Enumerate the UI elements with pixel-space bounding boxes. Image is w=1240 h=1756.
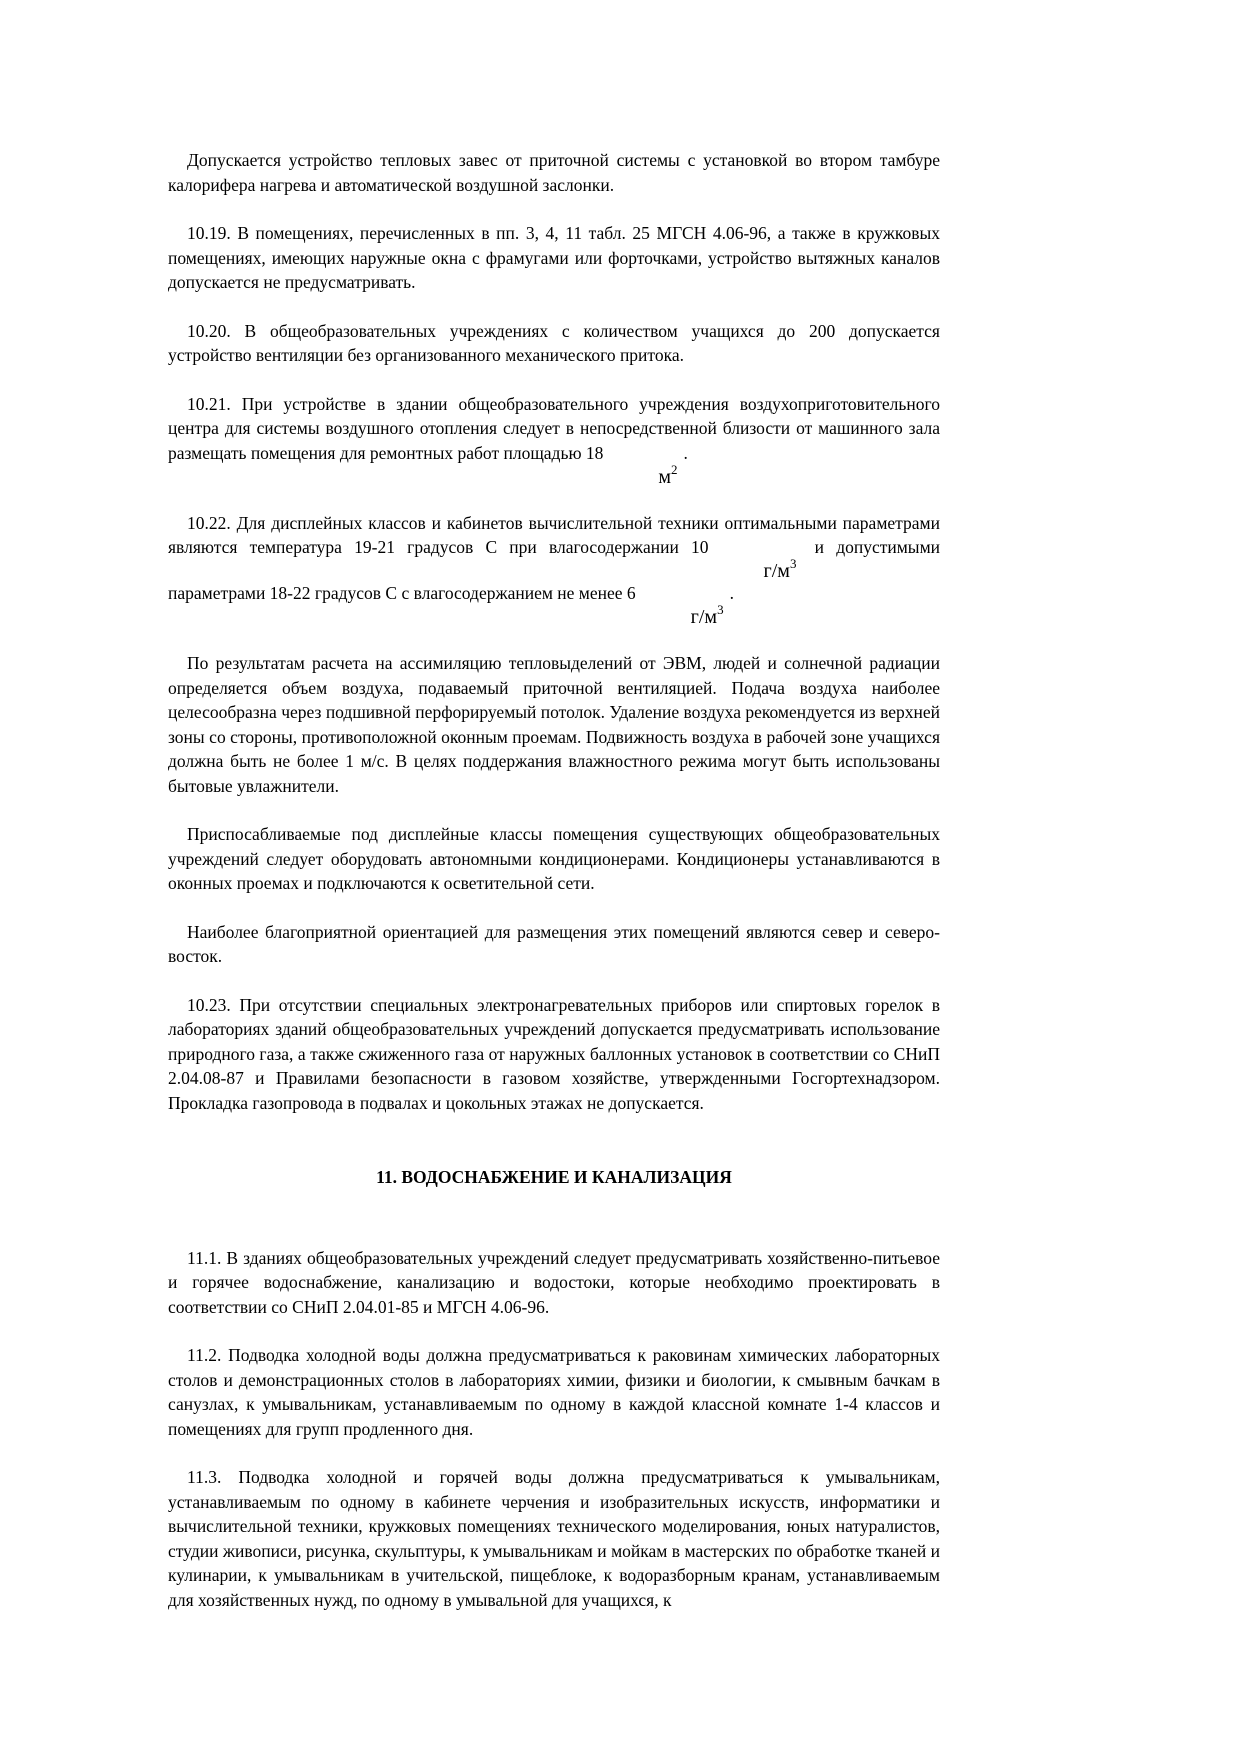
unit-g-m3-base-2: г/м: [690, 606, 718, 628]
paragraph-10-21-text: 10.21. При устройстве в здании общеобразовательного учреждения воздухоприготовительного центра для системы воздушного отопления следует в непосредственной близости от машинного зала размещать помещения для ремонтных работ площадью 18: [168, 393, 940, 463]
paragraph-orientation: Наиболее благоприятной ориентацией для размещения этих помещений являются север и северо-восток.: [168, 921, 940, 966]
unit-square-meters-base: м: [658, 465, 672, 488]
unit-g-m3-base-1: г/м: [763, 560, 790, 582]
paragraph-10-22-part1: 10.22. Для дисплейных классов и кабинетов вычислительной техники оптимальными параметрами являются температура 19-21 градусов С при влагосодержании 10: [168, 512, 940, 557]
paragraph-10-22-conjunction: и: [814, 537, 824, 557]
paragraph-11-2: 11.2. Подводка холодной воды должна предусматриваться к раковинам химических лабораторных столов и демонстрационных столов в лабораториях химии, физики и биологии, к смывным бачкам в санузлах, к умывальникам, устанавливаемым по одному в каждой классной комнате 1-4 классов и помещениях для групп продленного дня.: [168, 1345, 940, 1439]
paragraph-thermal-curtains: Допускается устройство тепловых завес от приточной системы с установкой во втором тамбуре калорифера нагрева и автоматической воздушной заслонки.: [168, 150, 940, 195]
paragraph-10-21-period: .: [683, 442, 688, 463]
paragraph-10-22-period: .: [729, 583, 734, 603]
paragraph-air-calculation: По результатам расчета на ассимиляцию тепловыделений от ЭВМ, людей и солнечной радиации определяется объем воздуха, подаваемый приточной вентиляцией. Подача воздуха наиболее целесообразна через подшивной перфорируемый потолок. Удаление воздуха рекомендуется из верхней зоны со стороны, противоположной оконным проемам. Подвижность воздуха в рабочей зоне учащихся должна быть не более 1 м/с. В целях поддержания влажностного режима могут быть использованы бытовые увлажнители.: [168, 653, 940, 796]
paragraph-10-21: [168, 392, 940, 487]
paragraph-10-20: 10.20. В общеобразовательных учреждениях с количеством учащихся до 200 допускается устройство вентиляции без организованного механического притока.: [168, 320, 940, 365]
paragraph-10-22-part2: допустимыми параметрами 18-22 градусов С с влагосодержанием не менее 6: [168, 537, 941, 603]
unit-square-meters-exponent: 2: [671, 461, 678, 477]
unit-square-meters: [639, 461, 678, 488]
unit-grams-per-cubic-meter-1: [745, 556, 797, 582]
paragraph-11-3: 11.3. Подводка холодной и горячей воды должна предусматриваться к умывальникам, устанавливаемым по одному в кабинете черчения и изобразительных искусств, информатики и вычислительной техники, кружковых помещениях технического моделирования, юных натуралистов, студии живописи, рисунка, скульптуры, к умывальникам и мойкам в мастерских по обработке тканей и кулинарии, к умывальникам в учительской, пищеблоке, к водоразборным кранам, устанавливаемым для хозяйственных нужд, по одному в умывальной для учащихся, к: [168, 1467, 940, 1610]
paragraph-air-conditioners: Приспосабливаемые под дисплейные классы помещения существующих общеобразовательных учреждений следует оборудовать автономными кондиционерами. Кондиционеры устанавливаются в оконных проемах и подключаются к осветительной сети.: [168, 824, 940, 893]
paragraph-11-1: 11.1. В зданиях общеобразовательных учреждений следует предусматривать хозяйственно-питьевое и горячее водоснабжение, канализацию и водостоки, которые необходимо проектировать в соответствии со СНиП 2.04.01-85 и МГСН 4.06-96.: [168, 1247, 940, 1317]
section-11-heading: 11. ВОДОСНАБЖЕНИЕ И КАНАЛИЗАЦИЯ: [376, 1167, 732, 1187]
unit-g-m3-exponent-1: 3: [789, 556, 797, 571]
unit-grams-per-cubic-meter-2: [672, 602, 724, 628]
paragraph-10-23: 10.23. При отсутствии специальных электронагревательных приборов или спиртовых горелок в лабораториях зданий общеобразовательных учреждений допускается предусматривать использование природного газа, а также сжиженного газа от наружных баллонных установок в соответствии со СНиП 2.04.08-87 и Правилами безопасности в газовом хозяйстве, утвержденными Госгортехнадзором. Прокладка газопровода в подвалах и цокольных этажах не допускается.: [168, 994, 940, 1113]
unit-g-m3-exponent-2: 3: [717, 602, 724, 617]
paragraph-10-22: [168, 511, 940, 628]
paragraph-10-19: 10.19. В помещениях, перечисленных в пп. 3, 4, 11 табл. 25 МГСН 4.06-96, а также в кружковых помещениях, имеющих наружные окна с фрамугами или форточками, устройство вытяжных каналов допускается не предусматривать.: [168, 223, 940, 292]
